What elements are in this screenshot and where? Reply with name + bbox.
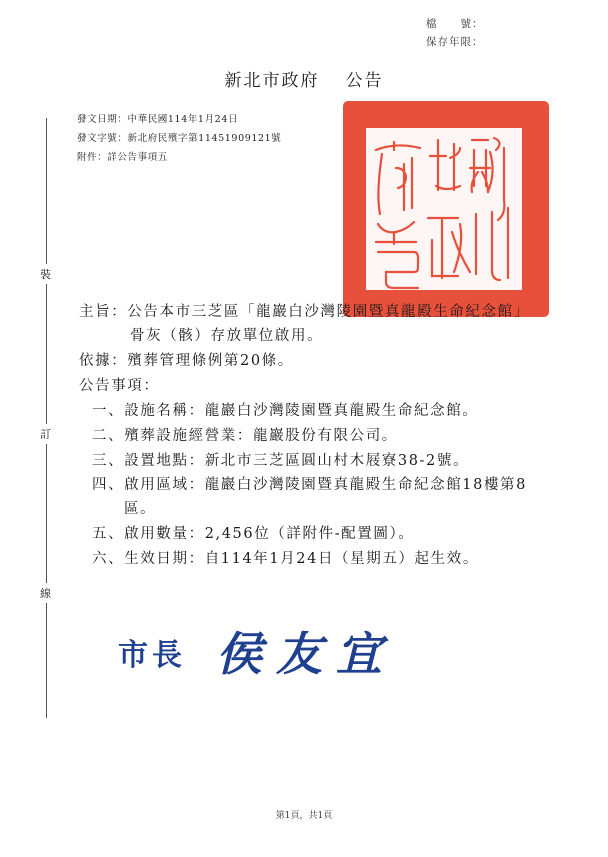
announcement-items-heading: 公告事項： [79, 378, 160, 394]
subject-line-2: 骨灰（骸）存放單位啟用。 [130, 328, 324, 344]
attachment-note: 附件：詳公告事項五 [77, 152, 168, 163]
announcement-item-1: 一、設施名稱：龍巖白沙灣陵園暨真龍殿生命紀念館。 [92, 403, 479, 419]
binding-margin-line [46, 118, 47, 718]
file-number-label: 檔 號： [426, 18, 484, 30]
page-number: 第1頁，共1頁 [275, 811, 333, 821]
binding-char-xian: 線 [40, 583, 51, 603]
document-type: 公告 [345, 71, 384, 91]
document-title [0, 66, 608, 91]
seal-glyphs-icon [366, 128, 522, 290]
issuer-name: 新北市政府 [224, 71, 320, 91]
official-seal-stamp [343, 101, 549, 317]
legal-basis: 依據：殯葬管理條例第20條。 [79, 353, 294, 369]
binding-char-ding: 訂 [40, 424, 51, 444]
announcement-item-5: 五、啟用數量：2,456位（詳附件-配置圖）。 [92, 526, 415, 542]
signature-title: 市長 [118, 638, 186, 673]
retention-period-label: 保存年限： [426, 36, 484, 48]
signature-name: 侯友宜 [216, 627, 396, 681]
announcement-item-6: 六、生效日期：自114年1月24日（星期五）起生效。 [92, 551, 479, 567]
announcement-item-3: 三、設置地點：新北市三芝區圓山村木屐寮38-2號。 [92, 453, 470, 469]
issue-date: 發文日期：中華民國114年1月24日 [77, 114, 239, 125]
announcement-item-2: 二、殯葬設施經營業：龍巖股份有限公司。 [92, 428, 398, 444]
binding-char-zhuang: 裝 [40, 264, 51, 284]
subject-line-1: 主旨：公告本市三芝區「龍巖白沙灣陵園暨真龍殿生命紀念館」 [79, 304, 530, 320]
announcement-item-4-continued: 區。 [124, 501, 157, 517]
issue-reference-number: 發文字號：新北府民殯字第11451909121號 [77, 133, 282, 144]
announcement-item-4: 四、啟用區域：龍巖白沙灣陵園暨真龍殿生命紀念館18樓第8 [92, 477, 527, 493]
